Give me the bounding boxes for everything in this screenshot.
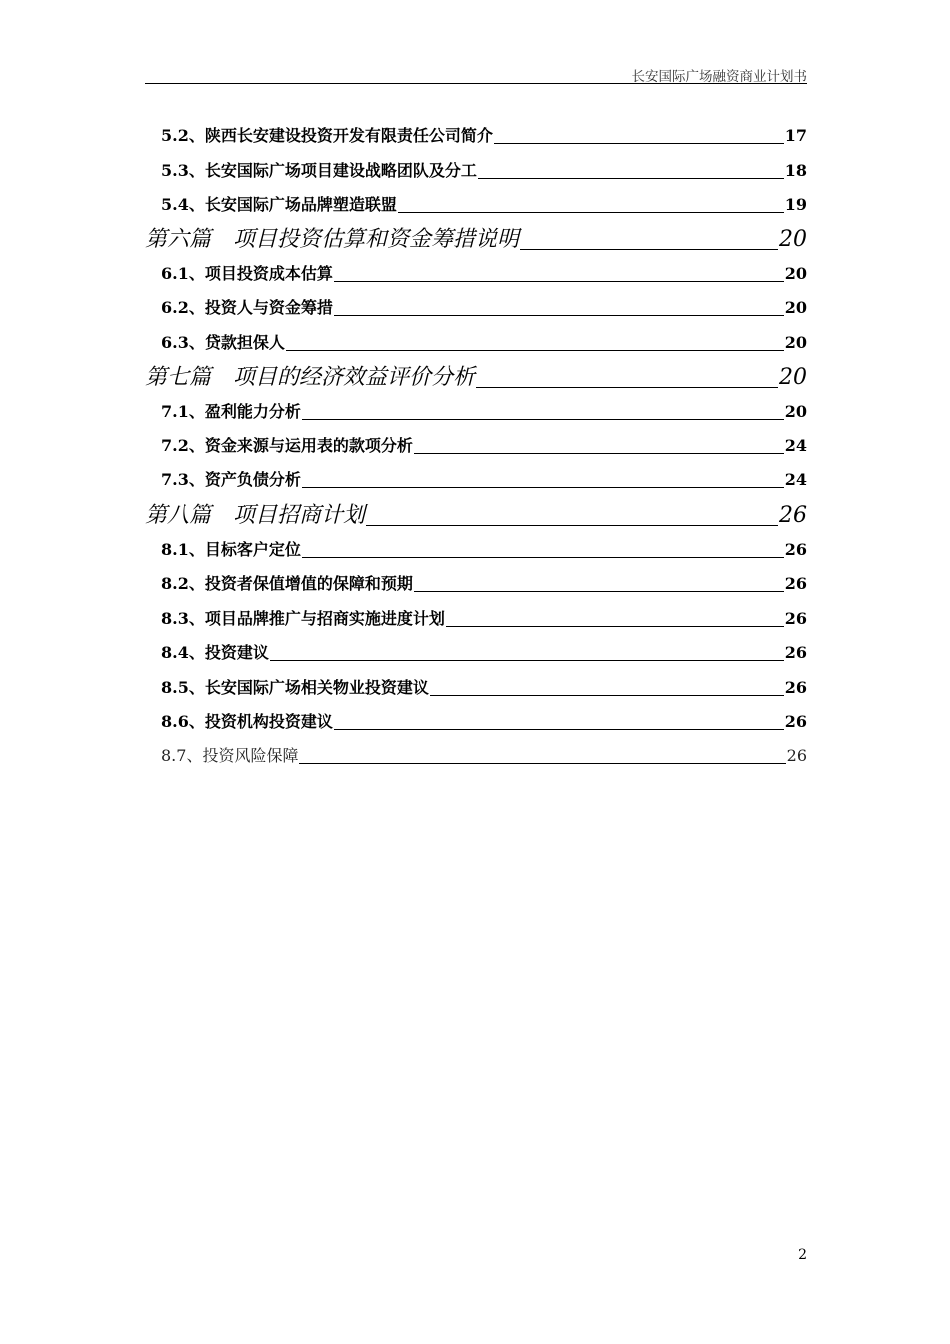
toc-entry-label: 6.3、贷款担保人	[161, 333, 285, 352]
toc-entry[interactable]	[145, 712, 807, 732]
toc-entry[interactable]	[145, 298, 807, 318]
toc-leader-line	[302, 487, 784, 488]
toc-entry-page: 26	[784, 712, 807, 731]
toc-entry-label: 7.2、资金来源与运用表的款项分析	[161, 436, 413, 455]
toc-entry[interactable]	[145, 574, 807, 594]
toc-entry-page: 17	[784, 126, 807, 145]
toc-entry-label: 8.6、投资机构投资建议	[161, 712, 333, 731]
toc-entry-page: 19	[784, 195, 807, 214]
toc-leader-line	[270, 660, 784, 661]
toc-entry[interactable]	[145, 609, 807, 629]
toc-chapter-label: 第八篇 项目招商计划	[145, 503, 366, 528]
toc-entry-label: 6.1、项目投资成本估算	[161, 264, 333, 283]
toc-entry-label: 5.4、长安国际广场品牌塑造联盟	[161, 195, 397, 214]
page-number: 2	[798, 1247, 807, 1263]
toc-entry[interactable]	[145, 333, 807, 353]
toc-leader-line	[414, 591, 784, 592]
toc-leader-line	[430, 695, 784, 696]
toc-entry[interactable]	[145, 195, 807, 215]
toc-entry[interactable]	[145, 746, 807, 766]
toc-leader-line	[302, 419, 784, 420]
toc-entry-page: 26	[784, 574, 807, 593]
toc-chapter-page: 20	[779, 227, 807, 252]
toc-leader-line	[299, 763, 785, 764]
toc-entry-label: 8.2、投资者保值增值的保障和预期	[161, 574, 413, 593]
toc-leader-line	[414, 453, 784, 454]
toc-chapter-page: 20	[779, 365, 807, 390]
toc-chapter-entry[interactable]	[145, 365, 807, 391]
toc-entry-page: 20	[784, 298, 807, 317]
toc-chapter-page: 26	[779, 503, 807, 528]
toc-entry-label: 8.5、长安国际广场相关物业投资建议	[161, 678, 429, 697]
toc-leader-line	[334, 315, 784, 316]
toc-leader-line	[366, 525, 778, 526]
toc-entry-page: 26	[786, 746, 807, 765]
toc-leader-line	[398, 212, 784, 213]
toc-entry-label: 8.3、项目品牌推广与招商实施进度计划	[161, 609, 445, 628]
toc-entry[interactable]	[145, 470, 807, 490]
toc-entry-page: 20	[784, 264, 807, 283]
toc-entry-page: 26	[784, 609, 807, 628]
toc-entry-page: 26	[784, 643, 807, 662]
toc-chapter-entry[interactable]	[145, 227, 807, 253]
toc-entry-label: 5.3、长安国际广场项目建设战略团队及分工	[161, 161, 477, 180]
toc-entry-label: 8.7、投资风险保障	[161, 746, 299, 765]
toc-entry-page: 26	[784, 540, 807, 559]
page-header	[145, 62, 807, 84]
toc-entry-page: 26	[784, 678, 807, 697]
toc-entry[interactable]	[145, 402, 807, 422]
toc-entry-page: 20	[784, 402, 807, 421]
toc-entry-label: 6.2、投资人与资金筹措	[161, 298, 333, 317]
toc-entry[interactable]	[145, 643, 807, 663]
toc-entry-label: 7.3、资产负债分析	[161, 470, 301, 489]
toc-entry-page: 20	[784, 333, 807, 352]
toc-entry[interactable]	[145, 161, 807, 181]
toc-leader-line	[520, 249, 778, 250]
toc-chapter-label: 第七篇 项目的经济效益评价分析	[145, 365, 476, 390]
toc-entry[interactable]	[145, 264, 807, 284]
toc-entry-page: 24	[784, 436, 807, 455]
toc-leader-line	[446, 626, 784, 627]
toc-entry-label: 5.2、陕西长安建设投资开发有限责任公司简介	[161, 126, 493, 145]
toc-entry-page: 24	[784, 470, 807, 489]
toc-entry-page: 18	[784, 161, 807, 180]
toc-chapter-label: 第六篇 项目投资估算和资金筹措说明	[145, 227, 520, 252]
toc-entry[interactable]	[145, 678, 807, 698]
toc-entry[interactable]	[145, 126, 807, 146]
toc-leader-line	[476, 387, 778, 388]
toc-leader-line	[302, 557, 784, 558]
toc-leader-line	[334, 729, 784, 730]
toc-entry-label: 8.4、投资建议	[161, 643, 269, 662]
toc-leader-line	[334, 281, 784, 282]
toc-leader-line	[494, 143, 784, 144]
toc-entry[interactable]	[145, 540, 807, 560]
toc-entry-label: 8.1、目标客户定位	[161, 540, 301, 559]
toc-entry-label: 7.1、盈利能力分析	[161, 402, 301, 421]
toc-leader-line	[286, 350, 784, 351]
header-title: 长安国际广场融资商业计划书	[631, 69, 807, 85]
toc-entry[interactable]	[145, 436, 807, 456]
toc-chapter-entry[interactable]	[145, 503, 807, 529]
toc-leader-line	[478, 178, 784, 179]
